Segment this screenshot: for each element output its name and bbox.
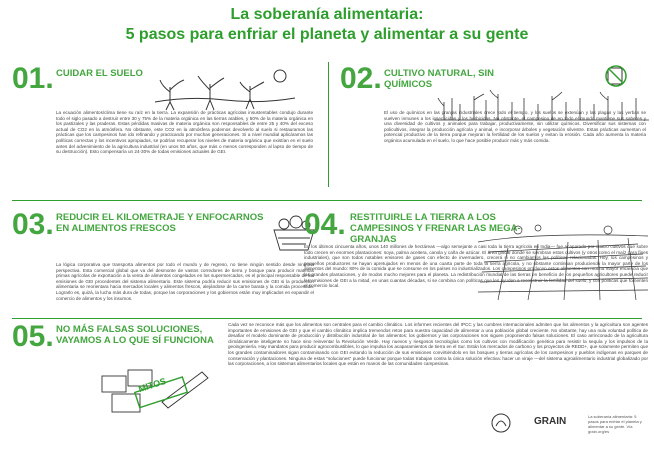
myths-stamp-illustration [92, 362, 212, 422]
section-02-body-top: El uso de químicos en las granjas industriales crece todo el tiempo, y los suelos se extenúan y las plagas y las yerbas se vuelven inmunes a los insecticidas y los herbicidas. No obstante, el campesino de en todo el mundo mantiene sus saberes y una diversidad de cultivos y animales para trabajar, productivamente, sin utilizar químicos. Diversificar sus sistemas con policultivos, integrar la producción agrícola y animal, e incorporar árboles y vegetación silvestre. Estas prácticas aumentan el potencial productivo de la tierra porque mejoran la fertilidad de los suelos y evitan la erosión. Cada año aumenta la materia orgánica acumulada en el suelo, lo que hace posible producir más y más comida. [384, 110, 646, 143]
section-01-number: 01. [12, 62, 54, 95]
vertical-divider [328, 62, 329, 187]
section-03-number: 03. [12, 208, 54, 241]
section-03-body: La lógica corporativa que transporta alimentos por todo el mundo y de regreso, no tiene ningún sentido desde ninguna perspectiva. Esta comercial global que va del desmonte de vastos corredores de tierra y bosque para producir materias primas agrícolas de exportación a la venta de alimentos congelados en los supermercados, es el principal responsable de las emisiones de GEI procedentes del sistema alimentario. Este sistema podría reducir sus emisiones de GEI si la producción alimentaria se reorientara hacia mercados locales y alimentos frescos, alejándose de la carne barata y la comida procesada. Lograrlo es, quizá, la lucha más dura de todas, porque las corporaciones y los gobiernos están muy implicados en expandir el comercio de alimentos y los insumos. [56, 262, 314, 301]
section-04-heading: RESTITUIRLE LA TIERRA A LOS CAMPESINOS Y FRENAR LAS MEGA-GRANJAS [350, 212, 521, 245]
myths-stamp-text: MITOS [137, 375, 168, 395]
horizontal-divider-2 [12, 318, 642, 319]
section-03-heading: REDUCIR EL KILOMETRAJE Y ENFOCARNOS EN ALIMENTOS FRESCOS [56, 212, 264, 234]
title-line-1: La soberanía alimentaria: [230, 6, 424, 23]
soil-sprout-illustration [150, 62, 300, 112]
section-05-body: Cada vez se reconoce más que los alimentos son centrales para el cambio climático. Los informes recientes del IPCC y las cumbres internacionales admiten que los alimentos y la agricultura son agentes importantes de emisiones de GEI y que el cambio climático implica tremendos retos para nuestra capacidad de alimentar a una población global creciente. No obstante, hay una nula voluntad política de desafiar el modelo dominante de producción y distribución industrial de los alimentos: los gobiernos y las corporaciones nos siguen proponiendo falsas soluciones. El caso arrinconado de la agricultura climáticamente inteligente no hace sino reinventar la Revolución Verde. Hay nuevos y riesgosos tecnologías como los cultivos con modificación genética para resistir la sequía y los impulsos de la geoingeniería. Hay mandatos para producir agrocombustibles, lo que impulsa los acaparamientos de tierra en el Sur. Están los mercados de carbono y los proyectos de REDD+, que solamente permiten que los grandes contaminadores sigan contaminando con GEI evitando la reducción de sus emisiones convirtiéndolo en los bosques y tierras agrícolas de los campesinos y pueblos indígenas en parques de conservación y plantaciones. Ninguna de estas "soluciones" puede funcionar porque todas trabajan contra la única solución efectiva: hacer un viraje —del sistema agroalimentario industrial globalizado por las corporaciones, a los sistemas alimentarios locales que están en manos de las comunidades campesinas. [228, 322, 648, 367]
section-04-body: En los últimos cincuenta años, unos 140 millones de hectáreas —algo semejante a casi toda la tierra agrícola en India— fue acaparada por cuatro cultivos que sobre todo crecen en enormes plantaciones: soya, palma aceitera, canola y caña de azúcar. El área global donde se siembran estos cultivos (y otros como el maíz para fines industriales), que son todos notables emisores de gases con efecto de invernadero, crecerá si no cambiamos las políticas relacionadas. Hoy, los campesinos y pequeños productores se hayan apretujados en menos de una cuarta parte de toda la tierra agrícola, y no obstante continúan produciendo la mayor parte de los alimentos del mundo: 80% de la comida que se consume en los países no industrializados. Los campesinos producen estos alimentos con mucha mayor eficiencia que las grandes plantaciones, y de modos mucho mejores para el planeta. La redistribución mundial de las tierras en beneficio de los pequeños agricultores puede reducir las emisiones de GEI a la mitad, en unas cuantas décadas, si se combina con políticas que les ayuden a reconstruir la fertilidad del suelo, y con políticas que fomenten el comercio local. [304, 244, 648, 289]
section-02-heading: CULTIVO NATURAL, SIN QUÍMICOS [384, 68, 494, 90]
grain-logo: GRAIN [534, 416, 567, 427]
horizontal-divider-1 [12, 200, 642, 201]
footer-note: La soberanía alimentaria: 5 pasos para enfriar el planeta y alimentar a su gente. Vía grain.org/es [588, 414, 642, 434]
organization-seal-logo [490, 412, 512, 434]
section-01-body: La ecuación alimentos/clima tiene su raíz en la tierra. La expansión de prácticas agrícolas insustentables condujo durante todo el siglo pasado a destruir entre 30 y 75% de la materia orgánica en las tierras arables, y 50% de la materia orgánica en los pastizales y las praderas. Estas pérdidas masivas de materia orgánica son responsables de entre 25 y 40% del exceso actual de CO2 en la atmósfera. No obstante, este CO2 en la atmósfera podemos devolverlo al suelo si restauramos las prácticas que los campesinos han ido refinando y practicando por muchas generaciones. Si a nivel mundial aplicáramos las políticas correctas y los incentivos apropiados, se podrían recuperar los niveles de materia orgánica que existían en el suelo antes del advenimiento de la agricultura industrial (en unos 50 años, que más o menos corresponden al lapso de tiempo de su destrucción). Esto compensaría un 24-30% de todas emisiones actuales de GEI. [56, 110, 313, 155]
section-04-number: 04. [304, 208, 346, 241]
section-05-number: 05. [12, 320, 54, 353]
title-line-2: 5 pasos para enfriar el planeta y alimentar a su gente [125, 26, 529, 43]
section-01-heading: CUIDAR EL SUELO [56, 68, 143, 79]
no-pesticide-icon [600, 64, 632, 88]
section-02-number: 02. [340, 62, 382, 95]
section-05-heading: NO MÁS FALSAS SOLUCIONES, VAYAMOS A LO QUE SÍ FUNCIONA [56, 324, 214, 346]
